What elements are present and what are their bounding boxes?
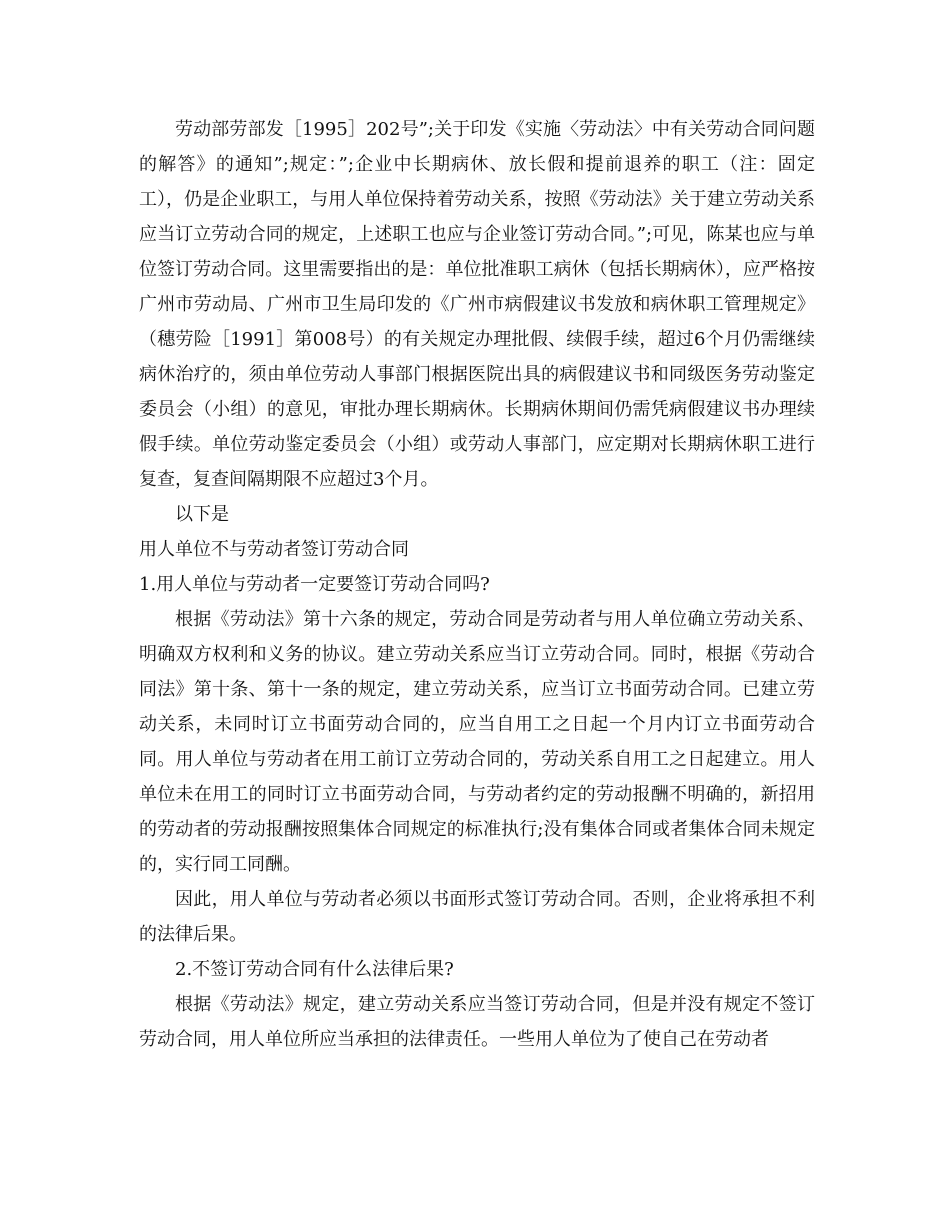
paragraph-answer-2: 根据《劳动法》规定，建立劳动关系应当签订劳动合同，但是并没有规定不签订劳动合同，用人单位所应当承担的法律责任。一些用人单位为了使自己在劳动者 (139, 994, 815, 1050)
paragraph-conclusion-1: 因此，用人单位与劳动者必须以书面形式签订劳动合同。否则，企业将承担不利的法律后果。 (139, 889, 815, 945)
question-heading-2: 2.不签订劳动合同有什么法律后果? (175, 959, 454, 980)
paragraph-long-sick-leave: 劳动部劳部发［1995］202号”;关于印发《实施〈劳动法〉中有关劳动合同问题的解答》的通知”;规定：”;企业中长期病休、放长假和提前退养的职工（注：固定工），仍是企业职工，与用人单位保持着劳动关系，按照《劳动法》关于建立劳动关系应当订立劳动合同的规定，上述职工也应与企业签订劳动合同。”;可见，陈某也应与单位签订劳动合同。这里需要指出的是：单位批准职工病休（包括长期病休），应严格按广州市劳动局、广州市卫生局印发的《广州市病假建议书发放和病休职工管理规定》（穗劳险［1991］第008号）的有关规定办理批假、续假手续，超过6个月仍需继续病休治疗的，须由单位劳动人事部门根据医院出具的病假建议书和同级医务劳动鉴定委员会（小组）的意见，审批办理长期病休。长期病休期间仍需凭病假建议书办理续假手续。单位劳动鉴定委员会（小组）或劳动人事部门，应定期对长期病休职工进行复查，复查间隔期限不应超过3个月。 (139, 119, 815, 490)
section-heading: 用人单位不与劳动者签订劳动合同 (139, 539, 409, 560)
paragraph-answer-1: 根据《劳动法》第十六条的规定，劳动合同是劳动者与用人单位确立劳动关系、明确双方权利和义务的协议。建立劳动关系应当订立劳动合同。同时，根据《劳动合同法》第十条、第十一条的规定，建立劳动关系，应当订立书面劳动合同。已建立劳动关系，未同时订立书面劳动合同的，应当自用工之日起一个月内订立书面劳动合同。用人单位与劳动者在用工前订立劳动合同的，劳动关系自用工之日起建立。用人单位未在用工的同时订立书面劳动合同，与劳动者约定的劳动报酬不明确的，新招用的劳动者的劳动报酬按照集体合同规定的标准执行;没有集体合同或者集体合同未规定的，实行同工同酬。 (139, 609, 815, 875)
question-heading-1: 1.用人单位与劳动者一定要签订劳动合同吗? (139, 574, 490, 595)
paragraph-intro: 以下是 (175, 504, 229, 525)
document-page (139, 112, 815, 1057)
